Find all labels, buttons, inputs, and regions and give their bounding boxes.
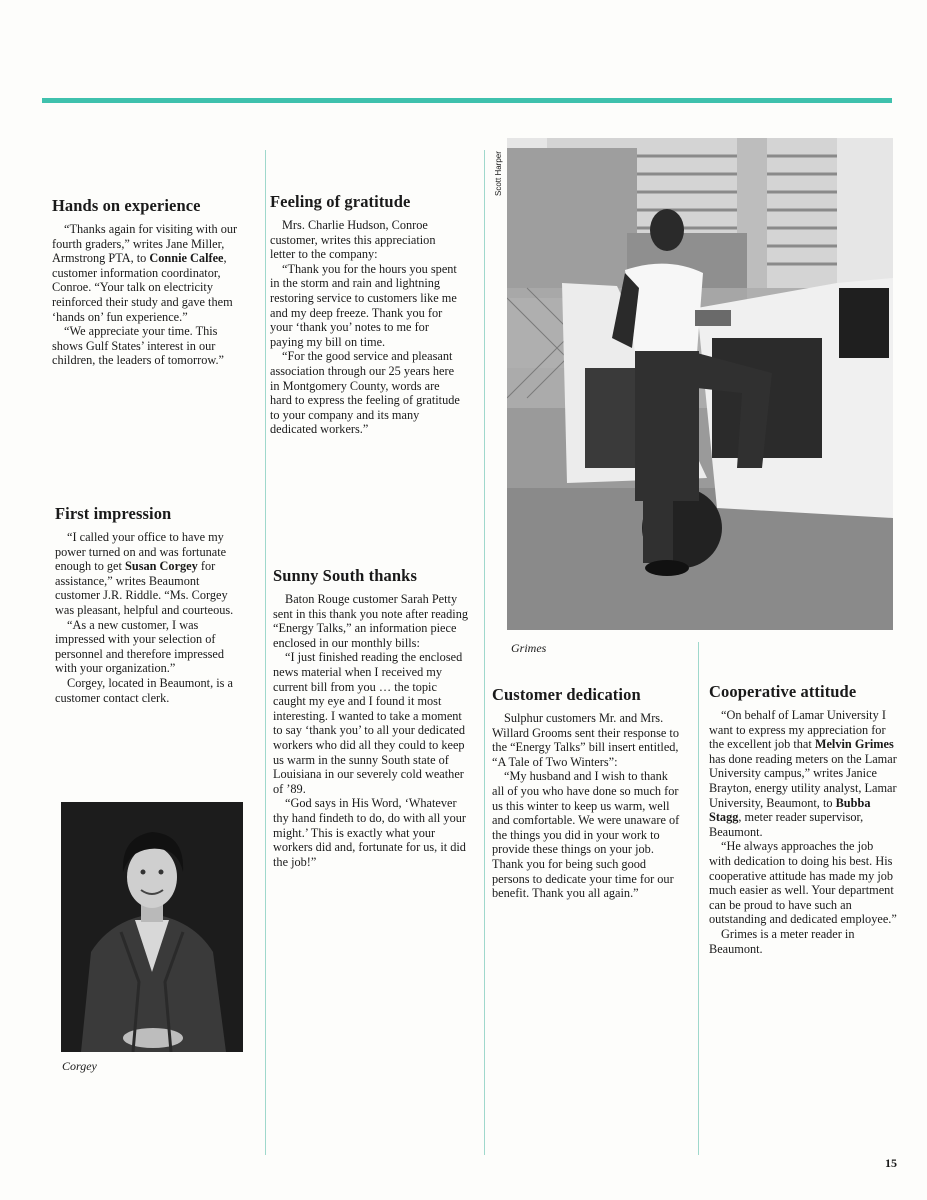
section-feeling-of-gratitude [270, 192, 462, 437]
section-body [273, 592, 469, 869]
bold-name: Susan Corgey [125, 559, 198, 574]
section-body [55, 530, 245, 705]
section-body [709, 708, 897, 956]
section-title: Feeling of gratitude [270, 192, 411, 211]
bold-name: Connie Calfee [149, 251, 224, 266]
grimes-caption: Grimes [511, 641, 547, 655]
paragraph: Sulphur customers Mr. and Mrs. Willard Grooms sent their response to the “Energy Talks” bill insert entitled, “A Tale of Two Winters”: [492, 711, 679, 769]
bold-name: Bubba Stagg [709, 795, 871, 825]
paragraph: “My husband and I wish to thank all of you who have done so much for us this winter to keep us warm, well and comfortable. We were unaware of the things you did in your work to provide these things on your job. Thank you for being such good persons to dedicate your time for our benefit. Thank you all again.” [492, 769, 680, 901]
paragraph: “We appreciate your time. This shows Gulf States’ interest in our children, the leaders of tomorrow.” [52, 324, 224, 368]
paragraph: “I called your office to have my power turned on and was fortunate enough to get Susan Corgey for assistance,” writes Beaumont customer J.R. Riddle. “Ms. Corgey was pleasant, helpful and courteous. [55, 530, 234, 617]
portrait-illustration [61, 802, 243, 1052]
photo-credit: Scott Harper [494, 151, 503, 196]
section-body [492, 711, 682, 901]
section-first-impression [55, 504, 245, 705]
paragraph: Corgey, located in Beaumont, is a customer contact clerk. [55, 675, 233, 705]
column-divider [698, 642, 699, 1155]
paragraph: “He always approaches the job with dedication to doing his best. His cooperative attitude has made my job much easier as well. Your department can be proud to have such an outstanding and dedicated employee.” [709, 839, 897, 927]
paragraph: “I just finished reading the enclosed news material when I received my current bill from you … the topic caught my eye and I found it most interesting. I wanted to take a moment to say ‘thank you’ to all your dedicated workers who did all they could to keep us warm in the sunny South state of Louisiana in our severely cold weather of ’89. [273, 650, 466, 796]
page-number: 15 [885, 1156, 897, 1170]
section-hands-on-experience [52, 196, 247, 368]
paragraph: “For the good service and pleasant association through our 25 years here in Montgomery County, words are hard to express the feeling of gratitude to your company and its many dedicated workers.” [270, 349, 460, 437]
paragraph: Baton Rouge customer Sarah Petty sent in this thank you note after reading “Energy Talks,” an information piece enclosed in our monthly bills: [273, 592, 468, 650]
corgey-caption: Corgey [62, 1059, 97, 1073]
accent-rule [42, 98, 892, 103]
column-divider [484, 150, 485, 1155]
section-cooperative-attitude [709, 682, 897, 956]
section-title: Hands on experience [52, 196, 201, 215]
paragraph: “As a new customer, I was impressed with your selection of personnel and therefore impressed with your organization.” [55, 617, 225, 676]
section-sunny-south-thanks [273, 566, 469, 869]
section-title: First impression [55, 504, 172, 523]
section-title: Cooperative attitude [709, 682, 857, 701]
bold-name: Melvin Grimes [814, 737, 894, 752]
paragraph: “God says in His Word, ‘Whatever thy hand findeth to do, do with all your might.’ This is exactly what your workers did and, fortunate for us, it did the job!” [273, 796, 466, 869]
column-divider [265, 150, 266, 1155]
section-body [52, 222, 247, 368]
section-customer-dedication [492, 685, 682, 901]
paragraph: “Thank you for the hours you spent in the storm and rain and lightning restoring service to customers like me and my deep freeze. Thank you for your ‘thank you’ notes to me for paying my bill on time. [270, 261, 457, 349]
meter-reader-illustration [507, 138, 893, 630]
section-title: Customer dedication [492, 685, 641, 704]
section-body [270, 218, 462, 437]
paragraph: Mrs. Charlie Hudson, Conroe customer, writes this appreciation letter to the company: [270, 218, 436, 262]
corgey-photo [61, 802, 243, 1052]
paragraph: “On behalf of Lamar University I want to express my appreciation for the excellent job that Melvin Grimes has done reading meters on the Lamar University campus,” writes Janice Brayton, energy utility analyst, Lamar University, Beaumont, to Bubba Stagg, meter reader supervisor, Beaumont. [709, 708, 897, 839]
grimes-photo [507, 138, 893, 630]
paragraph: “Thanks again for visiting with our fourth graders,” writes Jane Miller, Armstrong PTA, to Connie Calfee, customer information coordinator, Conroe. “Your talk on electricity reinforced their study and gave them ‘hands on’ fun experience.” [52, 222, 238, 324]
section-title: Sunny South thanks [273, 566, 417, 585]
paragraph: Grimes is a meter reader in Beaumont. [709, 926, 855, 956]
